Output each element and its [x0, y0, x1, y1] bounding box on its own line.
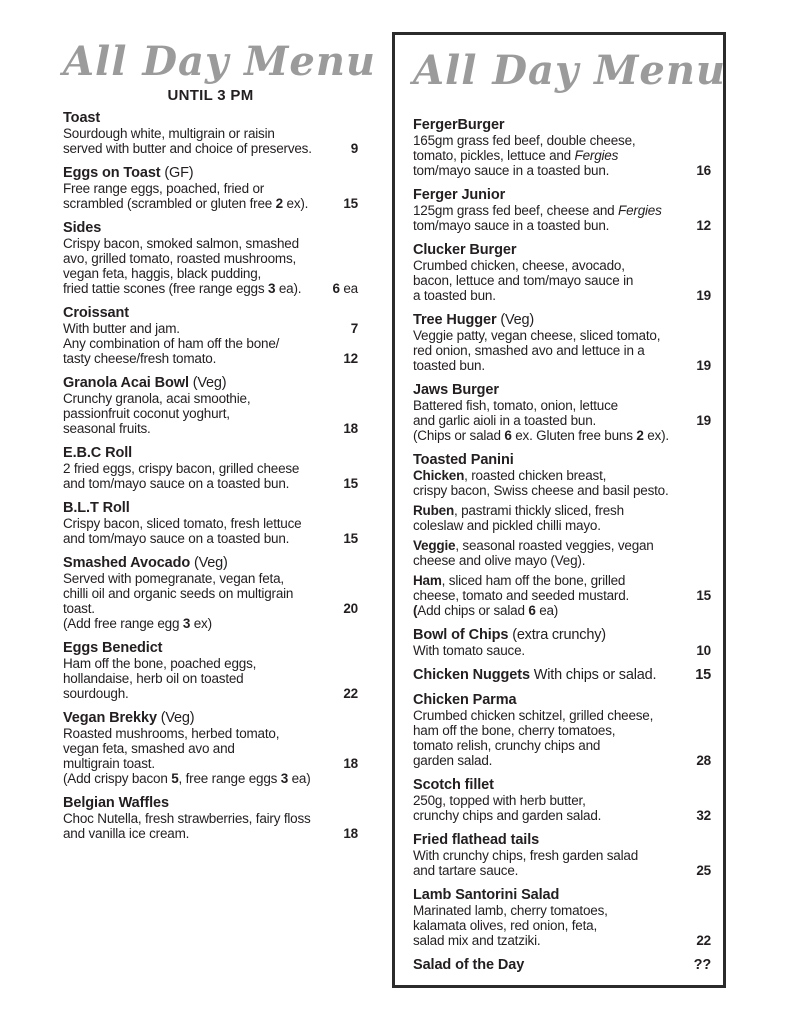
item-description: multigrain toast.	[63, 756, 155, 771]
item-line	[63, 266, 358, 281]
left-column-header	[63, 38, 377, 104]
item-description: and garlic aioli in a toasted bun.	[413, 413, 597, 428]
item-name: Vegan Brekky (Veg)	[63, 710, 195, 726]
item-title-row	[413, 887, 711, 903]
menu-item	[413, 667, 711, 683]
item-description: Crumbed chicken schitzel, grilled cheese,	[413, 708, 654, 723]
item-line	[413, 643, 711, 658]
item-description: Ruben, pastrami thickly sliced, fresh	[413, 503, 624, 518]
item-line	[63, 726, 358, 741]
item-title-row	[413, 117, 711, 133]
item-description: vegan feta, haggis, black pudding,	[63, 266, 262, 281]
item-line	[63, 571, 358, 586]
item-line	[63, 351, 358, 366]
item-name: Toasted Panini	[413, 452, 514, 468]
item-line	[413, 288, 711, 303]
item-title-row	[63, 795, 358, 811]
item-price: 18	[343, 756, 358, 771]
item-line	[63, 421, 358, 436]
menu-item	[413, 117, 711, 178]
menu-item	[413, 187, 711, 233]
left-menu-column	[63, 38, 377, 850]
item-description: served with butter and choice of preserves.	[63, 141, 312, 156]
item-title-row	[413, 452, 711, 468]
item-price: 19	[696, 288, 711, 303]
menu-item	[63, 555, 358, 631]
item-line	[63, 531, 358, 546]
item-price: 20	[343, 601, 358, 616]
item-name: E.B.C Roll	[63, 445, 133, 461]
item-name: Jaws Burger	[413, 382, 499, 398]
item-description: 250g, topped with herb butter,	[413, 793, 586, 808]
item-price: 22	[696, 933, 711, 948]
menu-item	[63, 710, 358, 786]
item-description: Crunchy granola, acai smoothie,	[63, 391, 251, 406]
item-line	[63, 586, 358, 601]
menu-item	[413, 692, 711, 768]
item-description: Crumbed chicken, cheese, avocado,	[413, 258, 625, 273]
item-description: (Add free range egg 3 ex)	[63, 616, 212, 631]
item-name: Salad of the Day	[413, 957, 525, 973]
item-line	[63, 461, 358, 476]
item-name: Granola Acai Bowl (Veg)	[63, 375, 227, 391]
item-name: Lamb Santorini Salad	[413, 887, 560, 903]
item-name: B.L.T Roll	[63, 500, 130, 516]
item-name: Tree Hugger (Veg)	[413, 312, 535, 328]
item-description: cheese, tomato and seeded mustard.	[413, 588, 630, 603]
item-price: 9	[350, 141, 358, 156]
item-description: Crispy bacon, smoked salmon, smashed	[63, 236, 299, 251]
item-name: Chicken Parma	[413, 692, 517, 708]
item-price: 32	[696, 808, 711, 823]
item-line	[413, 553, 711, 568]
item-line	[413, 273, 711, 288]
item-price: 12	[696, 218, 711, 233]
item-name: Sides	[63, 220, 102, 236]
left-menu-subtitle: UNTIL 3 PM	[167, 87, 254, 104]
item-line	[413, 933, 711, 948]
menu-item	[413, 242, 711, 303]
item-description: kalamata olives, red onion, feta,	[413, 918, 598, 933]
item-line	[413, 468, 711, 483]
menu-item	[63, 165, 358, 211]
item-line	[413, 863, 711, 878]
item-description: With tomato sauce.	[413, 643, 525, 658]
item-description: seasonal fruits.	[63, 421, 151, 436]
item-price: 25	[696, 863, 711, 878]
item-description: tomato, pickles, lettuce and Fergies	[413, 148, 619, 163]
item-title-row	[413, 242, 711, 258]
item-title-row	[63, 220, 358, 236]
item-description: Sourdough white, multigrain or raisin	[63, 126, 275, 141]
item-line	[413, 133, 711, 148]
item-description: Served with pomegranate, vegan feta,	[63, 571, 284, 586]
item-name: Scotch fillet	[413, 777, 494, 793]
item-price: 28	[696, 753, 711, 768]
item-description: avo, grilled tomato, roasted mushrooms,	[63, 251, 297, 266]
item-description: Battered fish, tomato, onion, lettuce	[413, 398, 618, 413]
item-description: Free range eggs, poached, fried or	[63, 181, 265, 196]
item-name: Belgian Waffles	[63, 795, 169, 811]
item-name: FergerBurger	[413, 117, 505, 133]
right-column-header	[413, 47, 727, 95]
item-description: ham off the bone, cherry tomatoes,	[413, 723, 616, 738]
item-description: vegan feta, smashed avo and	[63, 741, 235, 756]
item-line	[413, 723, 711, 738]
item-description: Ham off the bone, poached eggs,	[63, 656, 257, 671]
item-name: Ferger Junior	[413, 187, 506, 203]
menu-item	[413, 957, 711, 973]
item-line	[63, 656, 358, 671]
item-line	[63, 671, 358, 686]
item-description: 2 fried eggs, crispy bacon, grilled cheese	[63, 461, 300, 476]
item-line	[63, 321, 358, 336]
item-price: 19	[696, 358, 711, 373]
item-title-row	[63, 500, 358, 516]
item-price: 15	[343, 531, 358, 546]
item-title-row	[413, 692, 711, 708]
item-description: passionfruit coconut yoghurt,	[63, 406, 230, 421]
item-title-row	[63, 110, 358, 126]
item-price: 22	[343, 686, 358, 701]
item-description: garden salad.	[413, 753, 493, 768]
item-title-row	[413, 832, 711, 848]
item-line	[413, 753, 711, 768]
menu-item	[413, 832, 711, 878]
item-line	[413, 328, 711, 343]
item-description: and tom/mayo sauce on a toasted bun.	[63, 476, 290, 491]
item-description: Any combination of ham off the bone/	[63, 336, 280, 351]
item-line	[63, 516, 358, 531]
item-line	[63, 771, 358, 786]
item-description: tomato relish, crunchy chips and	[413, 738, 601, 753]
menu-item	[413, 887, 711, 948]
item-line	[413, 903, 711, 918]
item-title-row	[63, 445, 358, 461]
item-price: 18	[343, 421, 358, 436]
item-line	[413, 538, 711, 553]
item-description: (Add chips or salad 6 ea)	[413, 603, 559, 618]
item-line	[413, 848, 711, 863]
item-description: tom/mayo sauce in a toasted bun.	[413, 163, 610, 178]
item-title-row	[63, 710, 358, 726]
item-title-row	[413, 957, 711, 973]
item-price: 16	[696, 163, 711, 178]
item-description: Veggie, seasonal roasted veggies, vegan	[413, 538, 654, 553]
item-description: a toasted bun.	[413, 288, 496, 303]
item-price: 15	[695, 667, 711, 683]
item-line	[413, 793, 711, 808]
item-line	[63, 476, 358, 491]
item-price: 15	[696, 588, 711, 603]
item-line	[413, 148, 711, 163]
item-line	[63, 601, 358, 616]
item-title-row	[413, 667, 711, 683]
item-description: Marinated lamb, cherry tomatoes,	[413, 903, 608, 918]
item-line	[413, 738, 711, 753]
item-line	[413, 483, 711, 498]
item-title-row	[63, 375, 358, 391]
item-description: and vanilla ice cream.	[63, 826, 190, 841]
item-title-row	[63, 640, 358, 656]
item-description: and tartare sauce.	[413, 863, 519, 878]
item-description: hollandaise, herb oil on toasted	[63, 671, 244, 686]
item-price: 12	[343, 351, 358, 366]
item-description: tasty cheese/fresh tomato.	[63, 351, 217, 366]
item-price: 19	[696, 413, 711, 428]
item-description: Veggie patty, vegan cheese, sliced tomato,	[413, 328, 661, 343]
item-title-row	[413, 382, 711, 398]
item-line	[413, 588, 711, 603]
item-description: 125gm grass fed beef, cheese and Fergies	[413, 203, 662, 218]
item-line	[63, 406, 358, 421]
item-line	[63, 126, 358, 141]
item-line	[413, 343, 711, 358]
item-price: ??	[693, 957, 711, 973]
item-description: Crispy bacon, sliced tomato, fresh lettuce	[63, 516, 302, 531]
item-line	[413, 163, 711, 178]
item-description: red onion, smashed avo and lettuce in a	[413, 343, 645, 358]
item-line	[413, 573, 711, 588]
item-line	[413, 218, 711, 233]
menu-item	[63, 795, 358, 841]
item-line	[413, 398, 711, 413]
item-line	[413, 518, 711, 533]
item-line	[413, 258, 711, 273]
item-title-row	[63, 305, 358, 321]
item-name: Chicken Nuggets With chips or salad.	[413, 667, 657, 683]
menu-item	[63, 220, 358, 296]
item-line	[63, 281, 358, 296]
item-title-row	[413, 187, 711, 203]
menu-item	[63, 110, 358, 156]
item-line	[413, 203, 711, 218]
item-description: salad mix and tzatziki.	[413, 933, 541, 948]
item-line	[413, 603, 711, 618]
item-description: 165gm grass fed beef, double cheese,	[413, 133, 636, 148]
item-price: 10	[696, 643, 711, 658]
item-title-row	[413, 312, 711, 328]
item-name: Eggs Benedict	[63, 640, 163, 656]
item-title-row	[413, 627, 711, 643]
item-line	[413, 503, 711, 518]
right-menu-column-box	[392, 32, 726, 988]
item-line	[413, 918, 711, 933]
item-description: sourdough.	[63, 686, 129, 701]
item-description: Chicken, roasted chicken breast,	[413, 468, 607, 483]
item-name: Smashed Avocado (Veg)	[63, 555, 228, 571]
item-line	[413, 358, 711, 373]
menu-item	[63, 375, 358, 436]
item-line	[63, 141, 358, 156]
item-description: toasted bun.	[413, 358, 485, 373]
item-title-row	[413, 777, 711, 793]
menu-item	[413, 382, 711, 443]
item-description: Roasted mushrooms, herbed tomato,	[63, 726, 280, 741]
item-description: fried tattie scones (free range eggs 3 ea).	[63, 281, 302, 296]
item-description: crunchy chips and garden salad.	[413, 808, 602, 823]
item-price: 7	[350, 321, 358, 336]
item-description: coleslaw and pickled chilli mayo.	[413, 518, 601, 533]
item-description: (Chips or salad 6 ex. Gluten free buns 2 ex).	[413, 428, 669, 443]
left-menu-title: All Day Menu	[63, 38, 377, 85]
item-line	[63, 336, 358, 351]
item-price: 15	[343, 476, 358, 491]
item-description: toast.	[63, 601, 95, 616]
item-name: Clucker Burger	[413, 242, 517, 258]
item-description: chilli oil and organic seeds on multigrain	[63, 586, 294, 601]
item-line	[63, 616, 358, 631]
item-description: bacon, lettuce and tom/mayo sauce in	[413, 273, 634, 288]
menu-item	[413, 627, 711, 658]
left-menu-items	[63, 110, 358, 841]
item-title-row	[63, 555, 358, 571]
item-line	[63, 196, 358, 211]
item-description: and tom/mayo sauce on a toasted bun.	[63, 531, 290, 546]
menu-item	[63, 640, 358, 701]
menu-item	[413, 452, 711, 618]
menu-item	[413, 777, 711, 823]
item-name: Eggs on Toast (GF)	[63, 165, 194, 181]
item-line	[63, 181, 358, 196]
item-description: cheese and olive mayo (Veg).	[413, 553, 586, 568]
item-name: Toast	[63, 110, 101, 126]
item-description: crispy bacon, Swiss cheese and basil pesto.	[413, 483, 669, 498]
item-title-row	[63, 165, 358, 181]
item-line	[413, 413, 711, 428]
item-name: Fried flathead tails	[413, 832, 540, 848]
item-line	[63, 251, 358, 266]
menu-item	[413, 312, 711, 373]
item-line	[63, 741, 358, 756]
item-description: (Add crispy bacon 5, free range eggs 3 ea)	[63, 771, 311, 786]
menu-item	[63, 500, 358, 546]
item-line	[63, 686, 358, 701]
item-line	[413, 708, 711, 723]
item-line	[413, 808, 711, 823]
item-description: Choc Nutella, fresh strawberries, fairy floss	[63, 811, 311, 826]
item-description: Ham, sliced ham off the bone, grilled	[413, 573, 626, 588]
menu-item	[63, 305, 358, 366]
item-line	[63, 826, 358, 841]
item-line	[413, 428, 711, 443]
item-name: Bowl of Chips (extra crunchy)	[413, 627, 606, 643]
item-name: Croissant	[63, 305, 129, 321]
item-description: tom/mayo sauce in a toasted bun.	[413, 218, 610, 233]
item-description: With butter and jam.	[63, 321, 180, 336]
item-price: 6 ea	[332, 281, 358, 296]
item-line	[63, 756, 358, 771]
item-line	[63, 236, 358, 251]
item-description: scrambled (scrambled or gluten free 2 ex).	[63, 196, 309, 211]
item-line	[63, 391, 358, 406]
right-menu-title: All Day Menu	[413, 47, 727, 94]
item-description: With crunchy chips, fresh garden salad	[413, 848, 639, 863]
right-menu-items	[413, 117, 711, 973]
item-price: 18	[343, 826, 358, 841]
menu-item	[63, 445, 358, 491]
item-price: 15	[343, 196, 358, 211]
item-line	[63, 811, 358, 826]
